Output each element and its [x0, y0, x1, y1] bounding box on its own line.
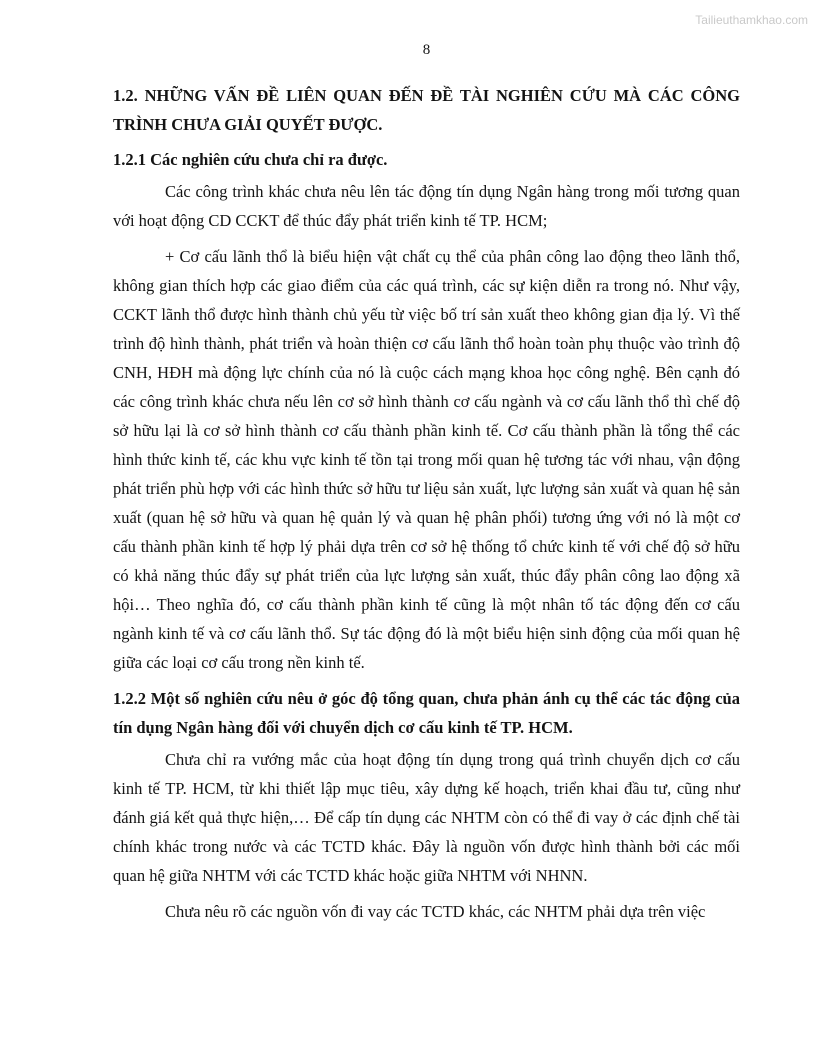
paragraph-2: + Cơ cấu lãnh thổ là biểu hiện vật chất cụ thể của phân công lao động theo lãnh thổ, không gian thích hợp các giao điểm của các quá trình, các sự kiện diễn ra trong nó. Như vậy, CCKT lãnh thổ được hình thành chủ yếu từ việc bố trí sản xuất theo không gian địa lý. Vì thế trình độ hình thành, phát triển và hoàn thiện cơ cấu lãnh thổ hoàn toàn phụ thuộc vào trình độ CNH, HĐH mà động lực chính của nó là cuộc cách mạng khoa học công nghệ. Bên cạnh đó các công trình khác chưa nếu lên cơ sở hình thành cơ cấu ngành và cơ cấu lãnh thổ thì chế độ sở hữu lại là cơ sở hình thành cơ cấu thành phần kinh tế. Cơ cấu thành phần là tổng thể các hình thức kinh tế, các khu vực kinh tế tồn tại trong mối quan hệ tương tác với nhau, vận động phát triển phù hợp với các hình thức sở hữu tư liệu sản xuất, lực lượng sản xuất và quan hệ sản xuất (quan hệ sở hữu và quan hệ quản lý và quan hệ phân phối) tương ứng với nó là một cơ cấu thành phần kinh tế hợp lý phải dựa trên cơ sở hệ thống tổ chức kinh tế với chế độ sở hữu có khả năng thúc đẩy sự phát triển của lực lượng sản xuất, thúc đẩy phân công lao động xã hội… Theo nghĩa đó, cơ cấu thành phần kinh tế cũng là một nhân tố tác động đến cơ cấu ngành kinh tế và cơ cấu lãnh thổ. Sự tác động đó là một biểu hiện sinh động của mối quan hệ giữa các loại cơ cấu trong nền kinh tế. — [113, 247, 740, 672]
paragraph-1: Các công trình khác chưa nêu lên tác động tín dụng Ngân hàng trong mối tương quan với hoạt động CD CCKT để thúc đẩy phát triển kinh tế TP. HCM; — [113, 182, 740, 230]
watermark: Tailieuthamkhao.com — [695, 13, 808, 27]
paragraph-4: Chưa nêu rõ các nguồn vốn đi vay các TCTD khác, các NHTM phải dựa trên việc — [165, 902, 706, 921]
section-heading-1-2: 1.2. NHỮNG VẤN ĐỀ LIÊN QUAN ĐẾN ĐỀ TÀI NGHIÊN CỨU MÀ CÁC CÔNG TRÌNH CHƯA GIẢI QUYẾT ĐƯỢC. — [113, 86, 740, 134]
page-number: 8 — [422, 42, 431, 58]
subsection-heading-1-2-2: 1.2.2 Một số nghiên cứu nêu ở góc độ tổng quan, chưa phản ánh cụ thể các tác động của tín dụng Ngân hàng đối với chuyển dịch cơ cấu kinh tế TP. HCM. — [113, 689, 740, 737]
subsection-heading-1-2-1: 1.2.1 Các nghiên cứu chưa chỉ ra được. — [113, 150, 388, 169]
paragraph-3: Chưa chỉ ra vướng mắc của hoạt động tín dụng trong quá trình chuyển dịch cơ cấu kinh tế TP. HCM, từ khi thiết lập mục tiêu, xây dựng kế hoạch, triển khai đầu tư, cũng như đánh giá kết quả thực hiện,… Để cấp tín dụng các NHTM còn có thể đi vay ở các định chế tài chính khác trong nước và các TCTD khác. Đây là nguồn vốn được hình thành bởi các mối quan hệ giữa NHTM với các TCTD khác hoặc giữa NHTM với NHNN. — [113, 750, 740, 885]
